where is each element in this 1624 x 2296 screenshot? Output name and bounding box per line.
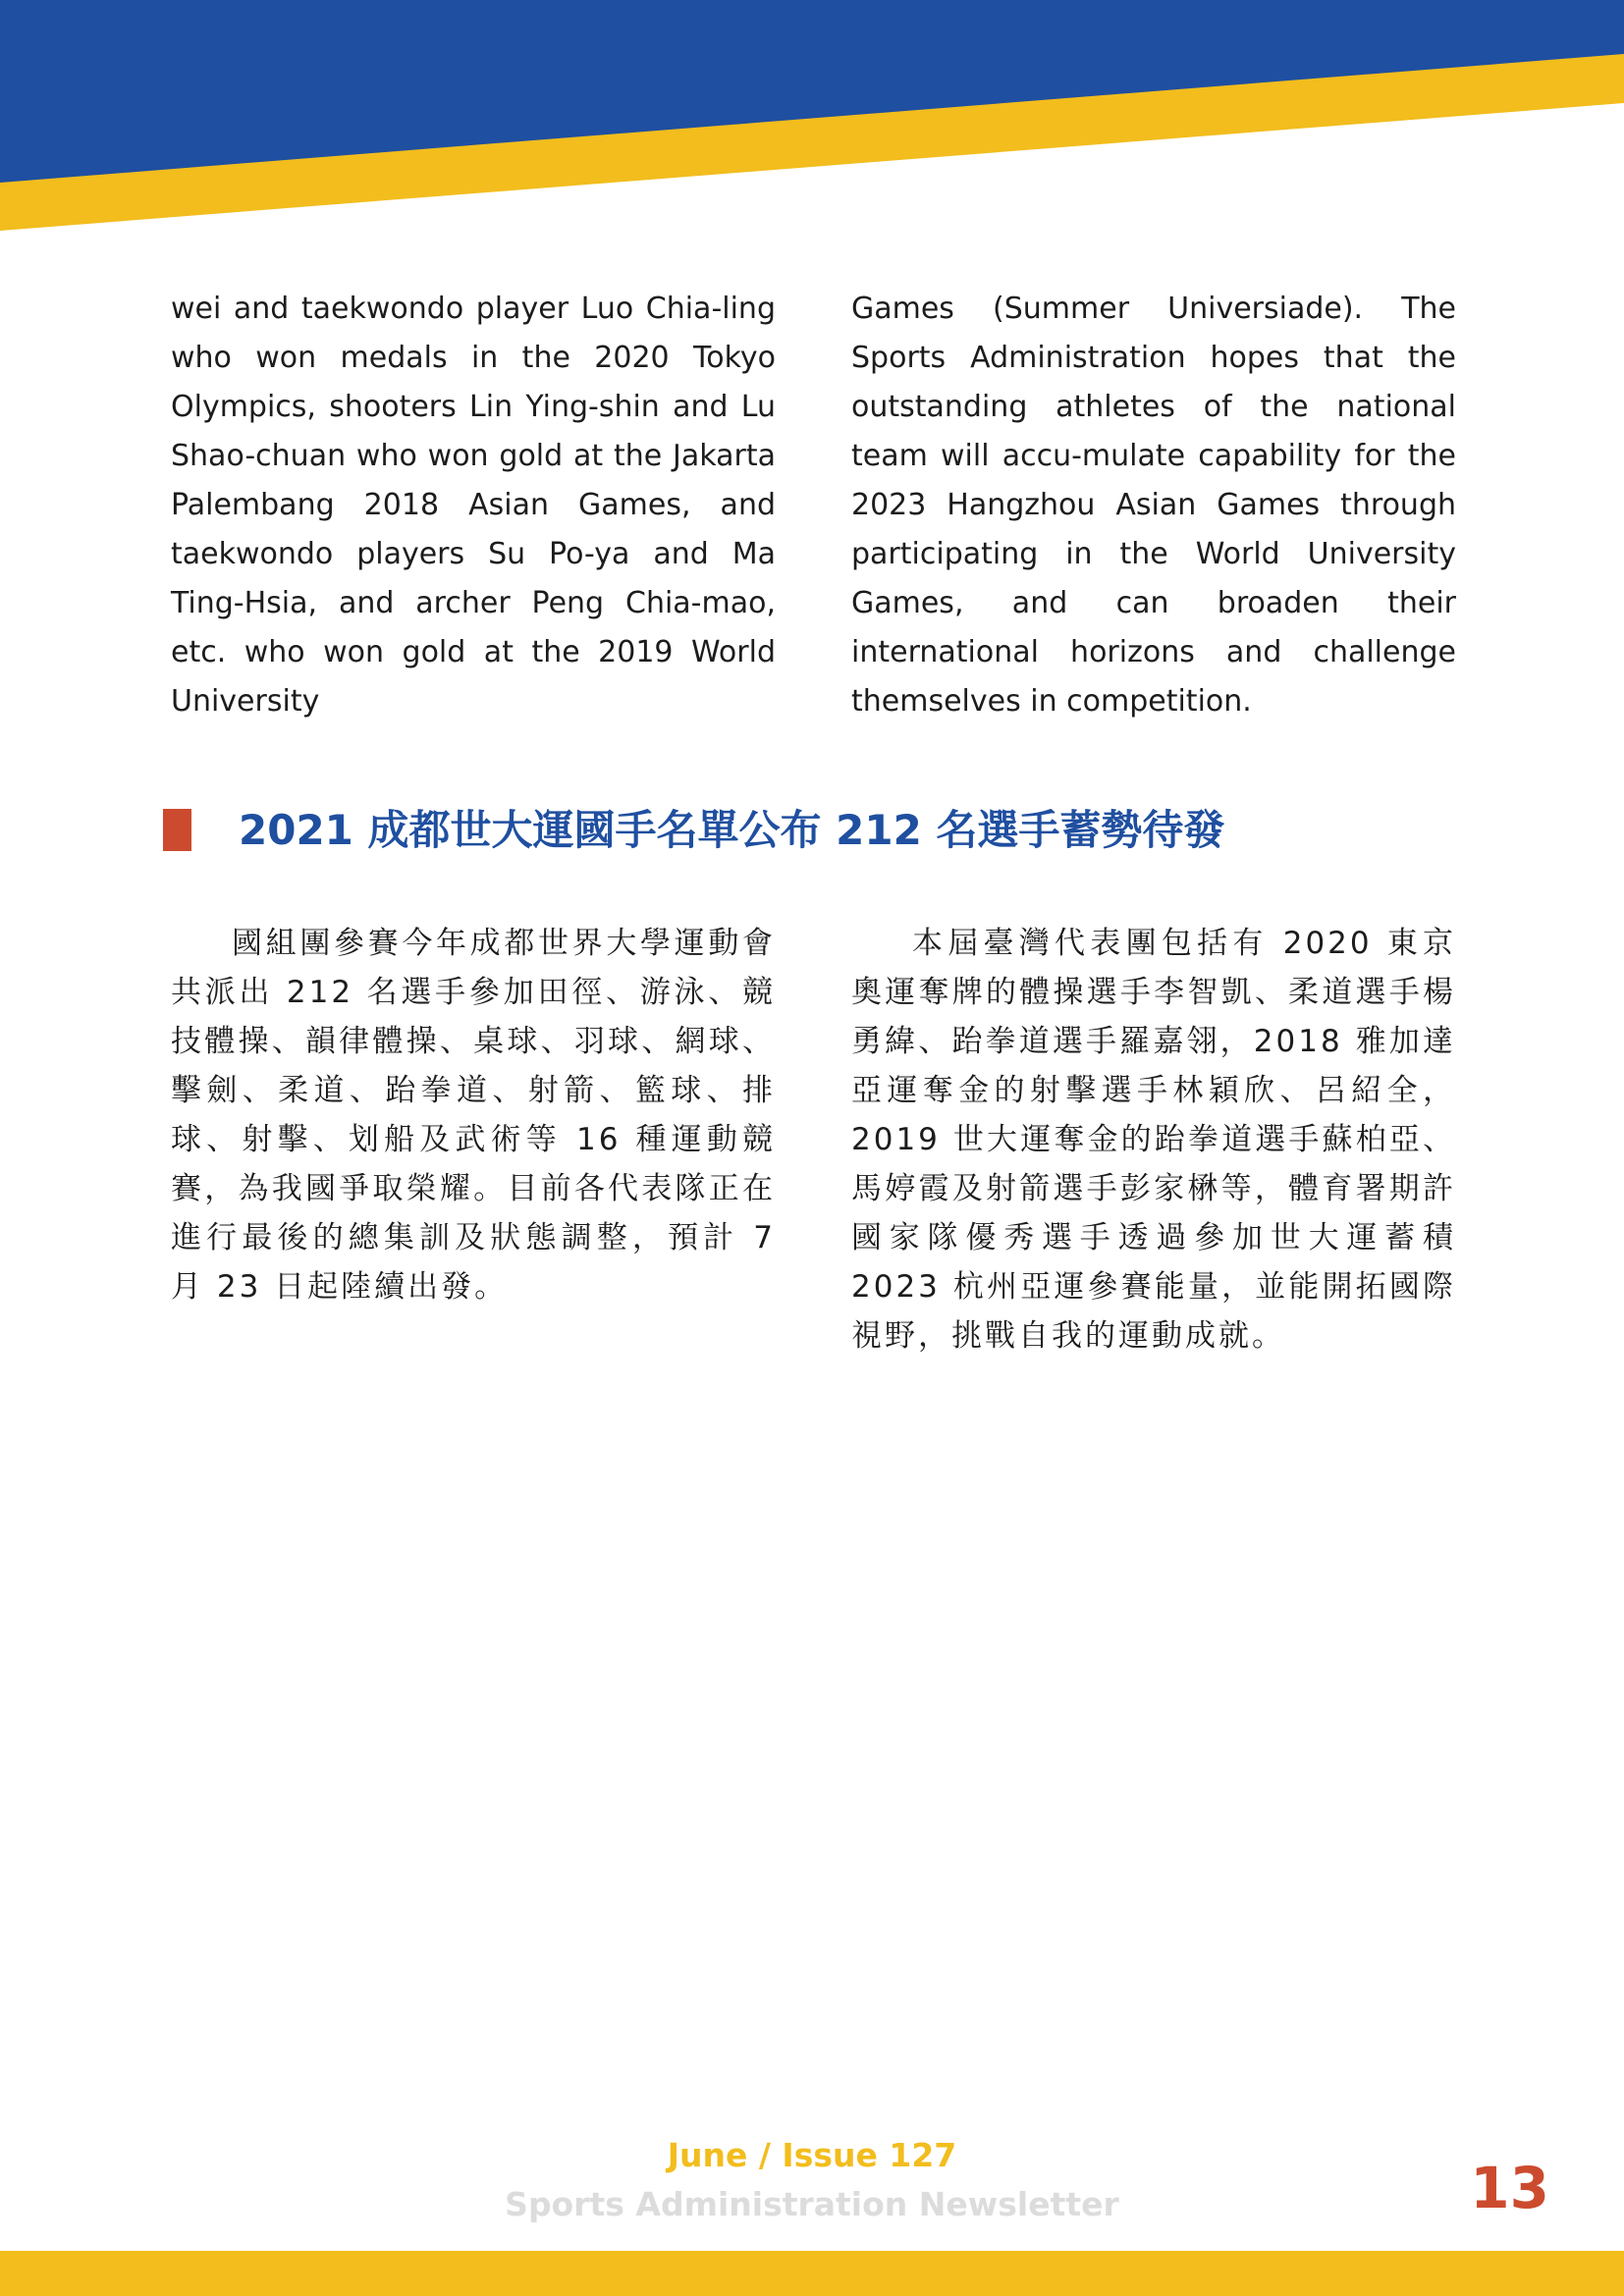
section-heading: 2021 成都世大運國手名單公布 212 名選手蓄勢待發 (239, 806, 1225, 854)
chinese-text-right-column: 本屆臺灣代表團包括有 2020 東京奧運奪牌的體操選手李智凱、柔道選手楊勇緯、跆拳道選手羅嘉翎，2018 雅加達亞運奪金的射擊選手林穎欣、呂紹全，2019 世大運奪金的跆拳道選手蘇柏亞、馬婷霞及射箭選手彭家楙等，體育署期許國家隊優秀選手透過參加世大運蓄積2023 杭州亞運參賽能量，並能開拓國際視野，挑戰自我的運動成就。 (851, 926, 1456, 1354)
chinese-text-left-column: 國組團參賽今年成都世界大學運動會共派出 212 名選手參加田徑、游泳、競技體操、韻律體操、桌球、羽球、網球、擊劍、柔道、跆拳道、射箭、籃球、排球、射擊、划船及武術等 16 種運動競賽，為我國爭取榮耀。目前各代表隊正在進行最後的總集訓及狀態調整，預計 7 月 23 日起陸續出發。 (171, 926, 776, 1305)
top-banner-graphic (0, 0, 1624, 236)
bottom-band (0, 2251, 1624, 2296)
english-text-right-column: Games (Summer Universiade). The Sports Administration hopes that the outstanding athletes of the national team will accu-mulate capability for the 2023 Hangzhou Asian Games through participating in the World University Games, and can broaden their international horizons and challenge themselves in competition. (851, 292, 1456, 719)
english-text-left-column: wei and taekwondo player Luo Chia-ling who won medals in the 2020 Tokyo Olympics, shooters Lin Ying-shin and Lu Shao-chuan who won gold at the Jakarta Palembang 2018 Asian Games, and taekwondo players Su Po-ya and Ma Ting-Hsia, and archer Peng Chia-mao, etc. who won gold at the 2019 World University (171, 292, 776, 719)
page-number: 13 (1470, 2155, 1549, 2221)
section-marker-bar (163, 809, 191, 851)
footer-issue: June / Issue 127 (667, 2136, 957, 2174)
footer-newsletter-title: Sports Administration Newsletter (505, 2185, 1119, 2223)
